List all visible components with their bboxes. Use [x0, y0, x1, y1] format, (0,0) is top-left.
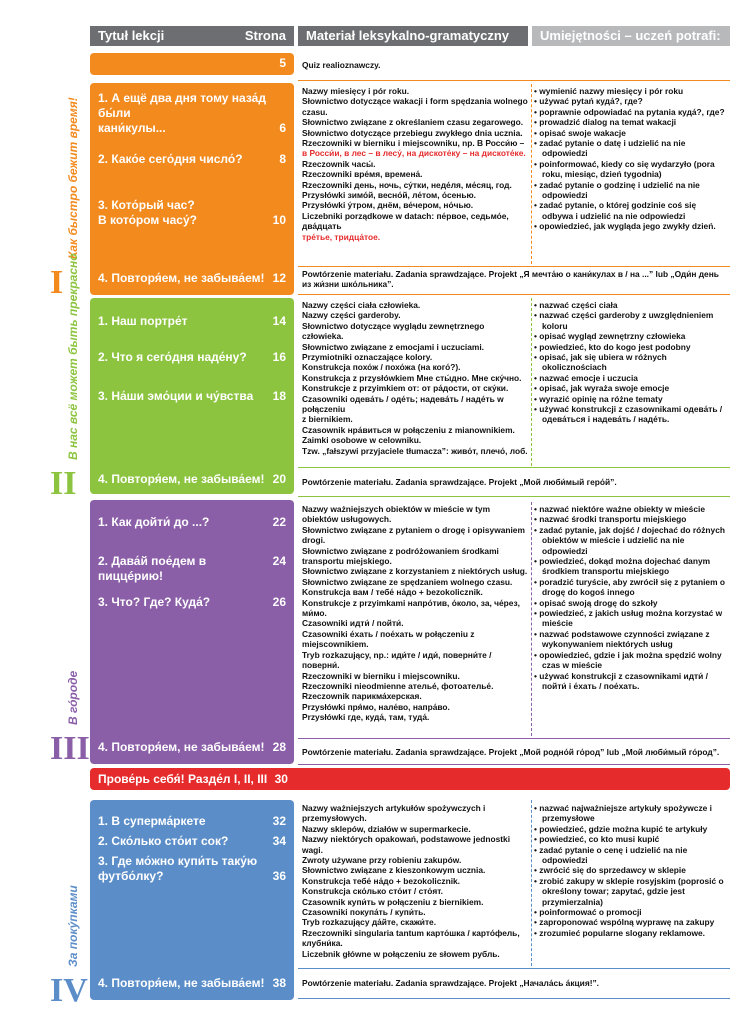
material-line: Rzeczowniki день, ночь, су́тки, неде́ля, ме́сяц, год. — [302, 179, 512, 190]
lesson-title: 2. Что я сего́дня наде́ну? — [98, 350, 247, 364]
material-line: Słownictwo związane z pytaniem o drogę i opisywaniem drogi. — [302, 524, 525, 546]
check-bar[interactable] — [90, 768, 730, 790]
material-line: Przysłówki пря́мо, нале́во, напра́во. — [302, 701, 450, 712]
divider — [298, 998, 730, 999]
lesson-title: 2. Како́е сего́дня число́? — [98, 152, 243, 166]
check-page: 30 — [274, 772, 288, 786]
lesson-item[interactable] — [98, 91, 286, 136]
skill-item: • zrobić zakupy w sklepie rosyjskim (poprosić o określony towar; zapytać, gdzie jest przymierzalnia) — [534, 876, 728, 907]
lesson-item[interactable] — [98, 595, 286, 610]
skill-item: • zaproponować wspólną wyprawę na zakupy — [534, 917, 728, 927]
lesson-item[interactable] — [98, 976, 286, 991]
lesson-title: 3. Где мо́жно купи́ть таку́ю футбо́лку? — [98, 854, 258, 883]
lesson-title: 4. Повторя́ем, не забыва́ем! — [98, 740, 265, 754]
material-line: Słownictwo związane z określaniem czasu zegarowego. — [302, 117, 524, 128]
unit-2-skills — [534, 300, 728, 425]
skill-item: • powiedzieć, kto do kogo jest podobny — [534, 342, 728, 352]
material-line: Słownictwo dotyczące przebiegu zwykłego dnia ucznia. — [302, 127, 523, 138]
lesson-item[interactable] — [98, 271, 286, 286]
skill-item: • prowadzić dialog na temat wakacji — [534, 117, 728, 127]
divider — [531, 84, 532, 264]
header-skills — [532, 26, 730, 46]
divider — [298, 467, 730, 468]
unit-3-review: Powtórzenie materiału. Zadania sprawdzające. Projekt „Мой родно́й го́род” lub „Мой люби́мый го́род”. — [302, 747, 720, 757]
skill-item: • wymienić nazwy miesięcy i pór roku — [534, 86, 728, 96]
lesson-item[interactable] — [98, 740, 286, 755]
material-line: Rzeczowniki вре́мя, времена́. — [302, 169, 423, 180]
material-line: Słownictwo związane z kieszonkowym ucznia. — [302, 865, 486, 876]
skill-item: • używać konstrukcji z czasownikami одева́ть / одева́ться i надева́ть / наде́ть. — [534, 404, 728, 425]
unit-4-lessons — [90, 800, 294, 1000]
lesson-item[interactable] — [98, 854, 286, 884]
skill-item: • powiedzieć, co kto musi kupić — [534, 834, 728, 844]
skill-item: • nazwać podstawowe czynności związane z wykonywaniem niektórych usług — [534, 629, 728, 650]
skill-item: • poinformować, kiedy co się wydarzyło (pora roku, miesiąc, dzień tygodnia) — [534, 159, 728, 180]
lesson-page: 18 — [272, 389, 286, 403]
divider — [298, 80, 730, 81]
material-line: Konstrukcja тебе́ на́до + bezokolicznik. — [302, 875, 461, 886]
lesson-item[interactable] — [98, 472, 286, 487]
material-line: Liczebniki porządkowe w datach: пе́рвое, седьмо́е, два́дцать — [302, 210, 509, 232]
unit-4-roman: IV — [50, 972, 88, 1009]
quiz-bar — [90, 53, 294, 75]
divider — [298, 738, 730, 739]
skill-item: • powiedzieć, z jakich usług można korzystać w mieście — [534, 608, 728, 629]
unit-3-title: В го́роде — [66, 670, 80, 725]
skill-item: • opisać, jak się ubiera w różnych okolicznościach — [534, 352, 728, 373]
skill-item: • zadać pytanie, o której godzinie coś się odbywa i udzielić na nie odpowiedzi — [534, 200, 728, 221]
lesson-title: 1. А ещё два дня тому наза́д бы́ли кани́кулы... — [98, 91, 266, 135]
divider — [298, 968, 730, 969]
lesson-item[interactable] — [98, 314, 286, 329]
skill-item: • nazwać najważniejsze artykuły spożywcze i przemysłowe — [534, 803, 728, 824]
material-line: Rzeczowniki singularia tantum карто́шка / карто́фель, клубни́ка. — [302, 927, 520, 949]
header-skills-label: Umiejętności – uczeń potrafi: — [540, 28, 721, 43]
material-line: Tryb rozkazujący да́йте, скажи́те. — [302, 917, 437, 928]
material-line: Konstrukcje z przyimkiem от: от ра́дости, от ску́ки. — [302, 383, 509, 394]
material-line: Słownictwo związane z korzystaniem z niektórych usług. — [302, 566, 528, 577]
skill-item: • powiedzieć, gdzie można kupić te artykuły — [534, 824, 728, 834]
material-line: в Росси́и, в лес – в лесу́, на дискоте́ку – на дискоте́ке. — [302, 148, 526, 159]
material-line: Nazwy części garderoby. — [302, 310, 401, 321]
unit-1-review: Powtórzenie materiału. Zadania sprawdzające. Projekt „Я мечта́ю о кани́кулах в / на ...” lub „Оди́н день из жи́зни шко́льника”. — [302, 269, 719, 290]
lesson-page: 38 — [272, 976, 286, 990]
material-line: Czasownik нра́виться w połączeniu z mianownikiem. — [302, 424, 515, 435]
material-line: Przymiotniki oznaczające kolory. — [302, 352, 433, 363]
skill-item: • zadać pytanie, jak dojść / dojechać do różnych obiektów w mieście i udzielić na nie odpowiedzi — [534, 525, 728, 556]
material-line: Konstrukcja вам / тебе́ на́до + bezokolicznik. — [302, 587, 483, 598]
unit-2-material — [302, 300, 528, 456]
material-line: Nazwy ważniejszych artykułów spożywczych i przemysłowych. — [302, 803, 486, 824]
lesson-page: 34 — [272, 834, 286, 848]
lesson-page: 36 — [272, 869, 286, 883]
material-line: Konstrukcja z przysłówkiem Мне сты́дно. Мне ску́чно. — [302, 372, 522, 383]
unit-4-review: Powtórzenie materiału. Zadania sprawdzające. Projekt „Начала́сь а́кция!”. — [302, 978, 600, 988]
material-line: Czasowniki покупа́ть / купи́ть. — [302, 907, 426, 918]
material-line: Czasownik купи́ть w połączeniu z biernikiem. — [302, 896, 484, 907]
lesson-page: 14 — [272, 314, 286, 328]
quiz-page: 5 — [279, 56, 286, 70]
skill-item: • poinformować o promocji — [534, 907, 728, 917]
lesson-item[interactable] — [98, 554, 286, 584]
material-line: Zaimki osobowe w celowniku. — [302, 435, 422, 446]
skill-item: • zadać pytanie o datę i udzielić na nie odpowiedzi — [534, 138, 728, 159]
skill-item: • nazwać niektóre ważne obiekty w mieście — [534, 504, 728, 514]
unit-4-material — [302, 803, 528, 959]
skill-item: • nazwać części garderoby z uwzględnieniem koloru — [534, 310, 728, 331]
divider — [531, 800, 532, 966]
unit-3-roman: III — [50, 730, 90, 767]
lesson-item[interactable] — [98, 389, 286, 404]
unit-1-skills — [534, 86, 728, 232]
material-line: Rzeczowniki nieodmienne ателье́, фотоателье́. — [302, 680, 494, 691]
lesson-title: 4. Повторя́ем, не забыва́ем! — [98, 976, 265, 990]
lesson-page: 32 — [272, 814, 286, 828]
material-line: Słownictwo dotyczące wakacji i form spędzania wolnego czasu. — [302, 96, 528, 117]
lesson-title: 1. Как дойти́ до ...? — [98, 515, 210, 529]
skill-item: • opisać swoje wakacje — [534, 128, 728, 138]
lesson-page: 24 — [272, 554, 286, 568]
divider — [531, 298, 532, 466]
lesson-title: 4. Повторя́ем, не забыва́ем! — [98, 271, 265, 285]
material-line: Nazwy sklepów, działów w supermarkecie. — [302, 823, 471, 834]
skill-item: • używać pytań куда́?, где? — [534, 96, 728, 106]
material-line: Słownictwo dotyczące wyglądu zewnętrznego człowieka. — [302, 320, 485, 342]
unit-4-sidebar — [48, 772, 88, 1009]
material-line: Nazwy miesięcy i pór roku. — [302, 86, 410, 96]
material-line: Tzw. „fałszywi przyjaciele tłumacza”: живо́т, плечо́, лоб. — [302, 445, 528, 456]
divider — [531, 502, 532, 736]
unit-1-material — [302, 86, 528, 242]
unit-3-material — [302, 504, 528, 723]
lesson-item[interactable] — [98, 198, 286, 228]
material-line: Konstrukcja ско́лько сто́ит / сто́ят. — [302, 886, 443, 897]
material-line: Konstrukcje z przyimkami напро́тив, о́коло, за, че́рез, ми́мо. — [302, 597, 520, 619]
check-title: Прове́рь себя́! Разде́л I, II, III — [98, 772, 268, 786]
unit-2-lessons — [90, 298, 294, 494]
skill-item: • poprawnie odpowiadać na pytania куда́?, где? — [534, 107, 728, 117]
unit-1-roman: I — [50, 264, 64, 301]
lesson-page: 22 — [272, 515, 286, 529]
lesson-title: 1. В суперма́ркете — [98, 814, 206, 828]
lesson-page: 28 — [272, 740, 286, 754]
lesson-title: 3. На́ши эмо́ции и чу́вства — [98, 389, 254, 403]
skill-item: • zadać pytanie o cenę i udzielić na nie odpowiedzi — [534, 845, 728, 866]
divider — [298, 266, 730, 267]
lesson-title: 4. Повторя́ем, не забыва́ем! — [98, 472, 265, 486]
unit-1-title: Как быстро бежит время! — [66, 97, 80, 259]
skill-item: • nazwać środki transportu miejskiego — [534, 514, 728, 524]
unit-2-sidebar — [48, 253, 84, 502]
material-line: Słownictwo związane z emocjami i uczuciami. — [302, 341, 484, 352]
material-line: Przysłówki у́тром, днём, ве́чером, но́чью. — [302, 200, 474, 211]
lesson-item[interactable] — [98, 834, 286, 849]
material-line: Przysłówki где, куда́, там, туда́. — [302, 712, 430, 723]
material-line: Rzeczowniki w bierniku i miejscowniku, np. В Росси́ю – — [302, 138, 525, 149]
material-line: Nazwy ważniejszych obiektów w mieście w tym obiektów usługowych. — [302, 504, 491, 525]
skill-item: • opisać, jak wyraża swoje emocje — [534, 383, 728, 393]
material-line: Słownictwo związane z podróżowaniem środkami transportu miejskiego. — [302, 545, 499, 567]
header-material-label: Materiał leksykalno-gramatyczny — [306, 28, 510, 43]
skill-item: • używać konstrukcji z czasownikami идти́ / пойти́ i е́хать / пое́хать. — [534, 671, 728, 692]
material-line: Rzeczowniki w bierniku i miejscowniku. — [302, 670, 460, 681]
unit-1-lessons — [90, 83, 294, 295]
lesson-page: 8 — [279, 152, 286, 166]
lesson-item[interactable] — [98, 350, 286, 365]
material-line: Rzeczownik парикма́херская. — [302, 691, 422, 702]
skill-item: • opisać wygląd zewnętrzny człowieka — [534, 331, 728, 341]
lesson-title: 3. Кото́рый час? В кото́ром часу́? — [98, 198, 197, 227]
unit-4-skills — [534, 803, 728, 938]
material-line: Czasowniki е́хать / пое́хать w połączeniu z miejscownikiem. — [302, 628, 475, 650]
lesson-page: 12 — [272, 271, 286, 285]
lesson-item[interactable] — [98, 515, 286, 530]
divider — [298, 496, 730, 497]
lesson-title: 2. Ско́лько сто́ит сок? — [98, 834, 229, 848]
lesson-item[interactable] — [98, 152, 286, 167]
divider — [298, 764, 730, 765]
material-line: Liczebnik główne w połączeniu ze słowem рубль. — [302, 948, 500, 959]
unit-4-title: За поку́пками — [66, 885, 80, 967]
skill-item: • zrozumieć popularne slogany reklamowe. — [534, 928, 728, 938]
quiz-text: Quiz realioznawczy. — [302, 60, 381, 70]
unit-3-lessons — [90, 500, 294, 764]
material-line: Czasowniki идти́ / пойти́. — [302, 618, 404, 629]
material-line: Słownictwo związane ze spędzaniem wolnego czasu. — [302, 576, 513, 587]
unit-2-review: Powtórzenie materiału. Zadania sprawdzające. Projekt „Мой люби́мый геро́й”. — [302, 477, 617, 487]
skill-item: • wyrazić opinię na różne tematy — [534, 394, 728, 404]
header-material — [298, 26, 528, 46]
skill-item: • opowiedzieć, jak wygląda jego zwykły dzień. — [534, 221, 728, 231]
material-line: Przysłówki зимо́й, весно́й, ле́том, о́сенью. — [302, 190, 476, 201]
skill-item: • zadać pytanie o godzinę i udzielić na nie odpowiedzi — [534, 180, 728, 201]
skill-item: • powiedzieć, dokąd można dojechać danym środkiem transportu miejskiego — [534, 556, 728, 577]
lesson-page: 20 — [272, 472, 286, 486]
header-page-label: Strona — [244, 28, 286, 43]
material-line: Nazwy części ciała człowieka. — [302, 300, 421, 310]
material-line: тре́тье, тридца́тое. — [302, 231, 381, 242]
header-lesson-title — [90, 26, 294, 46]
unit-3-sidebar — [48, 530, 90, 767]
skill-item: • poradzić turyście, aby zwrócił się z pytaniem o drogę do kogoś innego — [534, 577, 728, 598]
skill-item: • opowiedzieć, gdzie i jak można spędzić wolny czas w mieście — [534, 650, 728, 671]
unit-2-title: В нас всё может быть прекрасно — [66, 253, 80, 460]
unit-2-roman: II — [50, 465, 77, 502]
unit-3-skills — [534, 504, 728, 691]
lesson-item[interactable] — [98, 814, 286, 829]
lesson-page: 6 — [279, 121, 286, 135]
lesson-title: 1. Наш портре́т — [98, 314, 188, 328]
lesson-page: 16 — [272, 350, 286, 364]
lesson-title: 2. Дава́й пое́дем в пиццéрию! — [98, 554, 207, 583]
material-line: Konstrukcja похо́ж / похо́жа (на кого́?). — [302, 362, 461, 373]
material-line: Rzeczownik часы́. — [302, 158, 376, 169]
material-line: Zwroty używane przy robieniu zakupów. — [302, 855, 462, 866]
header-title-label: Tytuł lekcji — [98, 28, 165, 43]
material-line: Tryb rozkazujący, np.: иди́те / иди́, поверни́те / поверни́. — [302, 649, 492, 671]
skill-item: • nazwać emocje i uczucia — [534, 373, 728, 383]
lesson-title: 3. Что? Где? Куда́? — [98, 595, 211, 609]
material-line: Czasowniki одева́ть / оде́ть; надева́ть / наде́ть w połączeniu — [302, 393, 504, 415]
skill-item: • nazwać części ciała — [534, 300, 728, 310]
divider — [298, 294, 730, 295]
lesson-page: 26 — [272, 595, 286, 609]
material-line: z biernikiem. — [302, 414, 353, 425]
material-line: Nazwy niektórych opakowań, podstawowe jednostki wagi. — [302, 834, 511, 855]
skill-item: • opisać swoją drogę do szkoły — [534, 598, 728, 608]
skill-item: • zwrócić się do sprzedawcy w sklepie — [534, 865, 728, 875]
lesson-page: 10 — [272, 213, 286, 227]
